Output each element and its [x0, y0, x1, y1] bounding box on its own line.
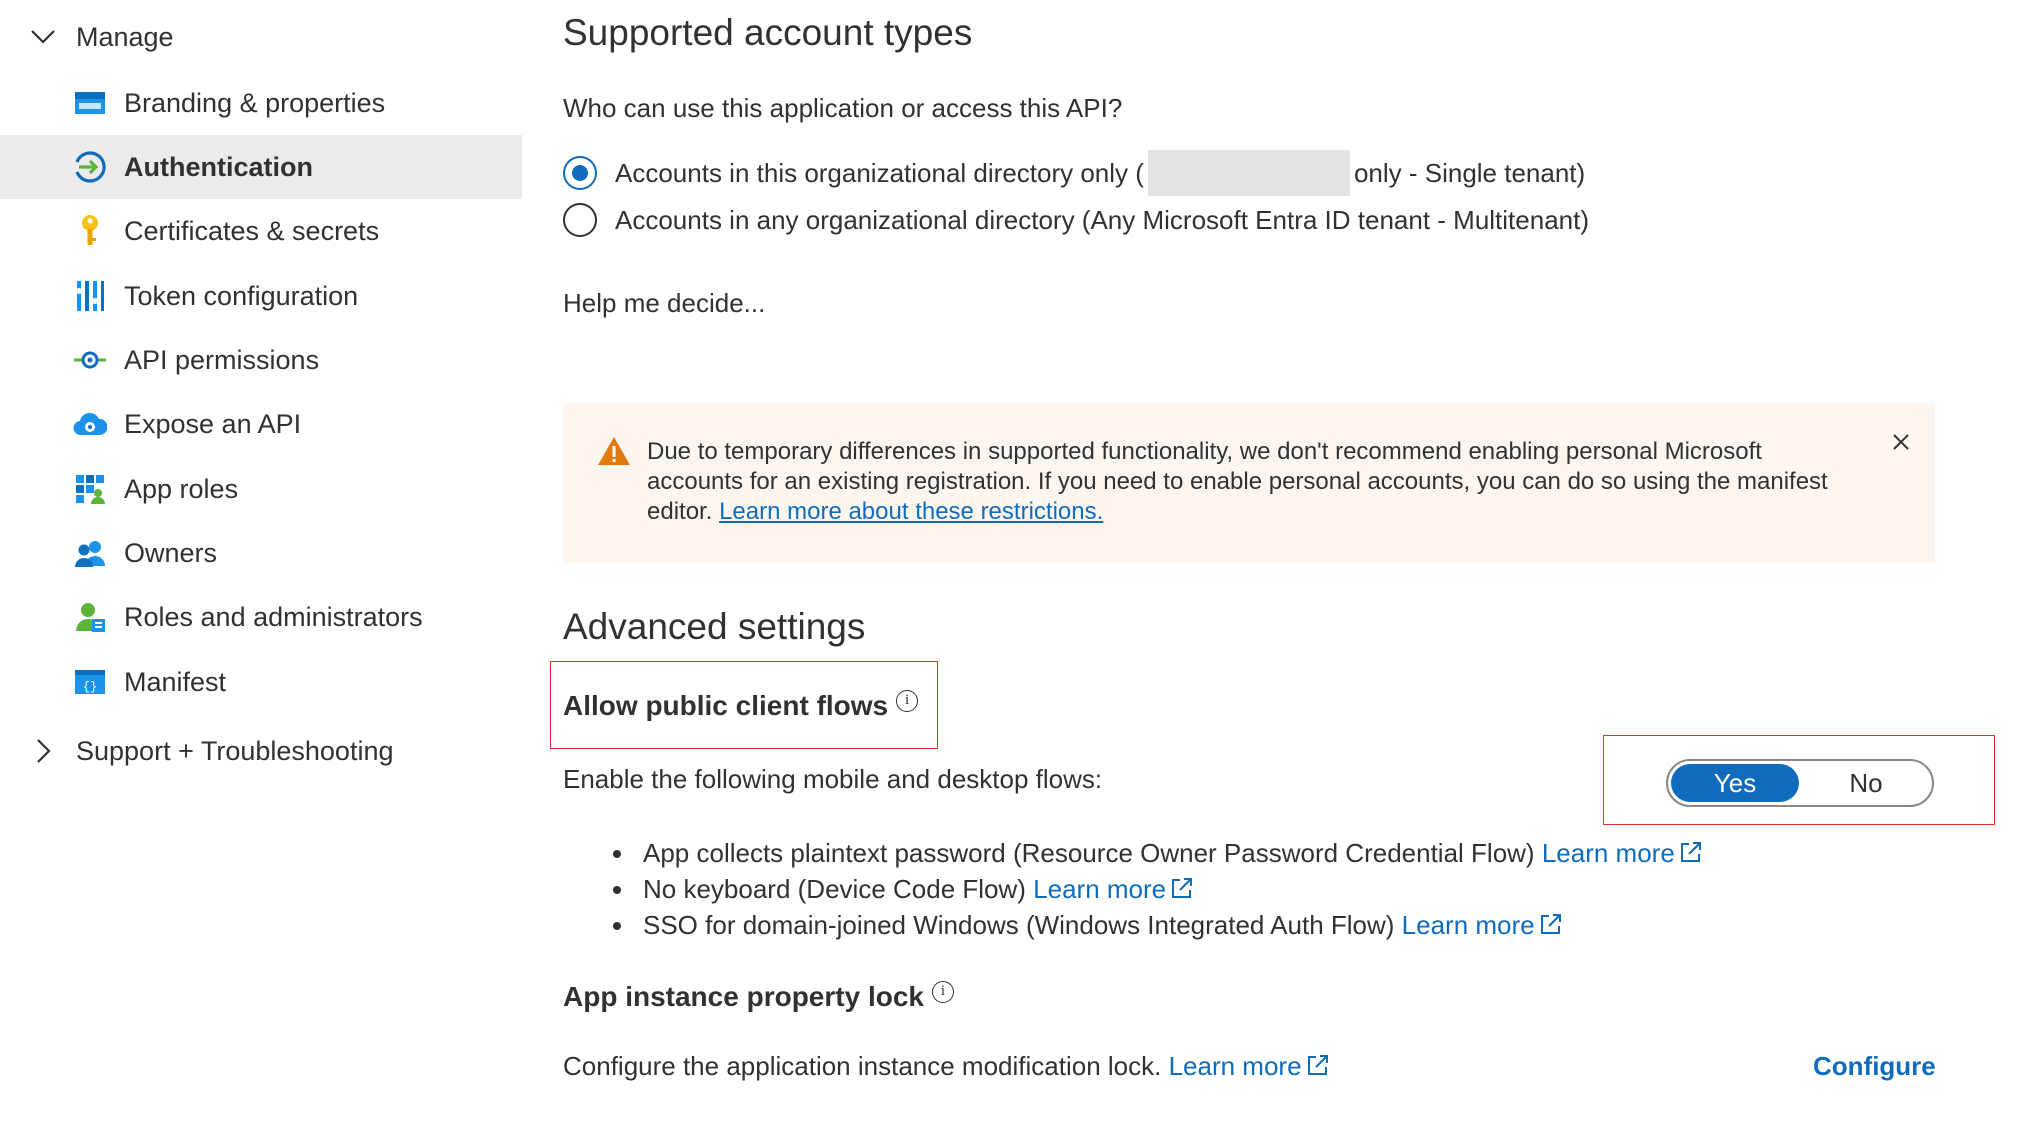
main-content: [563, 0, 2003, 1122]
sidebar-nav: [0, 0, 522, 1122]
instance-lock-title: [563, 981, 954, 1013]
support-group-toggle[interactable]: [0, 726, 522, 776]
sidebar-item-owners[interactable]: [0, 521, 522, 585]
flow-description: No keyboard (Device Code Flow): [643, 874, 1026, 904]
authentication-icon: [72, 149, 108, 185]
radio-button-checked[interactable]: [563, 156, 597, 190]
info-icon[interactable]: i: [932, 981, 954, 1003]
redacted-tenant-name: [1148, 150, 1350, 196]
learn-more-link[interactable]: Learn more: [1168, 1051, 1302, 1081]
info-icon[interactable]: i: [896, 690, 918, 712]
sidebar-item-roles-administrators[interactable]: [0, 585, 522, 649]
token-icon: [72, 278, 108, 314]
owners-icon: [72, 535, 108, 571]
restrictions-learn-more-link[interactable]: Learn more about these restrictions.: [719, 498, 1104, 525]
account-types-title: Supported account types: [563, 12, 973, 53]
external-link-icon: [1170, 873, 1194, 909]
user-roles-icon: [72, 599, 108, 635]
learn-more-link[interactable]: Learn more: [1401, 910, 1535, 940]
sidebar-item-label: Roles and administrators: [124, 601, 423, 632]
flow-description: SSO for domain-joined Windows (Windows Integrated Auth Flow): [643, 910, 1395, 940]
sidebar-item-label: API permissions: [124, 344, 320, 375]
warning-text: Due to temporary differences in supported functionality, we don't recommend enabling personal Microsoft accounts for an existing registration. If you need to enable personal accounts, you can do so using the manifest editor.: [647, 438, 1828, 525]
radio-button-unchecked[interactable]: [563, 203, 597, 237]
sidebar-item-label: Owners: [124, 537, 218, 568]
sidebar-item-manifest[interactable]: [0, 650, 522, 714]
sidebar-item-token-configuration[interactable]: [0, 264, 522, 328]
app-roles-icon: [72, 471, 108, 507]
warning-banner: [563, 403, 1935, 563]
instance-lock-text: Configure the application instance modification lock.: [563, 1051, 1162, 1081]
sidebar-item-label: App roles: [124, 473, 239, 504]
key-icon: [72, 213, 108, 249]
warning-icon: [596, 435, 632, 472]
list-item: [613, 907, 1703, 943]
flow-description: App collects plaintext password (Resource Owner Password Credential Flow): [643, 838, 1535, 868]
api-permissions-icon: [72, 342, 108, 378]
sidebar-item-app-roles[interactable]: [0, 457, 522, 521]
toggle-yes-option[interactable]: Yes: [1671, 764, 1799, 802]
radio-single-tenant[interactable]: [563, 150, 1585, 196]
account-types-question: Who can use this application or access this API?: [563, 93, 1123, 123]
public-client-flows-label: Allow public client flows: [563, 690, 889, 721]
instance-lock-description: [563, 1051, 1330, 1084]
warning-message: [647, 437, 1847, 527]
sidebar-item-certificates[interactable]: [0, 199, 522, 263]
manage-label: Manage: [76, 21, 174, 52]
public-client-flows-title: [563, 690, 918, 722]
manifest-icon: [72, 664, 108, 700]
sidebar-item-label: Branding & properties: [124, 87, 386, 118]
sidebar-item-label: Authentication: [124, 151, 313, 182]
sidebar-item-label: Certificates & secrets: [124, 215, 380, 246]
single-tenant-label-prefix: Accounts in this organizational directory only (: [615, 157, 1144, 188]
list-item: [613, 835, 1703, 871]
cloud-icon: [72, 406, 108, 442]
help-me-decide-link[interactable]: Help me decide...: [563, 288, 766, 318]
instance-lock-label: App instance property lock: [563, 981, 924, 1012]
learn-more-link[interactable]: Learn more: [1541, 838, 1675, 868]
public-flows-description: Enable the following mobile and desktop flows:: [563, 764, 1103, 794]
multi-tenant-label: Accounts in any organizational directory (Any Microsoft Entra ID tenant - Multitenant): [615, 204, 1589, 235]
toggle-no-option[interactable]: No: [1849, 767, 1883, 798]
close-icon[interactable]: [1886, 427, 1916, 457]
learn-more-link[interactable]: Learn more: [1033, 874, 1167, 904]
sidebar-item-branding[interactable]: [0, 71, 522, 135]
list-item: [613, 871, 1703, 907]
support-label: Support + Troubleshooting: [76, 735, 394, 766]
sidebar-item-label: Expose an API: [124, 408, 302, 439]
single-tenant-label-suffix: only - Single tenant): [1353, 157, 1586, 188]
radio-multi-tenant[interactable]: [563, 203, 1589, 237]
sidebar-item-label: Token configuration: [124, 280, 359, 311]
sidebar-item-api-permissions[interactable]: [0, 328, 522, 392]
sidebar-item-label: Manifest: [124, 666, 227, 697]
branding-icon: [72, 85, 108, 121]
sidebar-item-authentication[interactable]: [0, 135, 522, 199]
external-link-icon: [1306, 1053, 1330, 1084]
flows-list: [613, 835, 1703, 943]
external-link-icon: [1679, 837, 1703, 873]
public-flows-toggle[interactable]: [1666, 759, 1934, 807]
chevron-down-icon: [26, 20, 60, 54]
external-link-icon: [1539, 909, 1563, 945]
configure-button[interactable]: Configure: [1813, 1051, 1936, 1081]
advanced-settings-title: Advanced settings: [563, 606, 866, 647]
svg-text:{}: {}: [82, 680, 98, 694]
chevron-right-icon: [26, 734, 60, 768]
sidebar-item-expose-api[interactable]: [0, 392, 522, 456]
manage-group-toggle[interactable]: [0, 12, 522, 62]
